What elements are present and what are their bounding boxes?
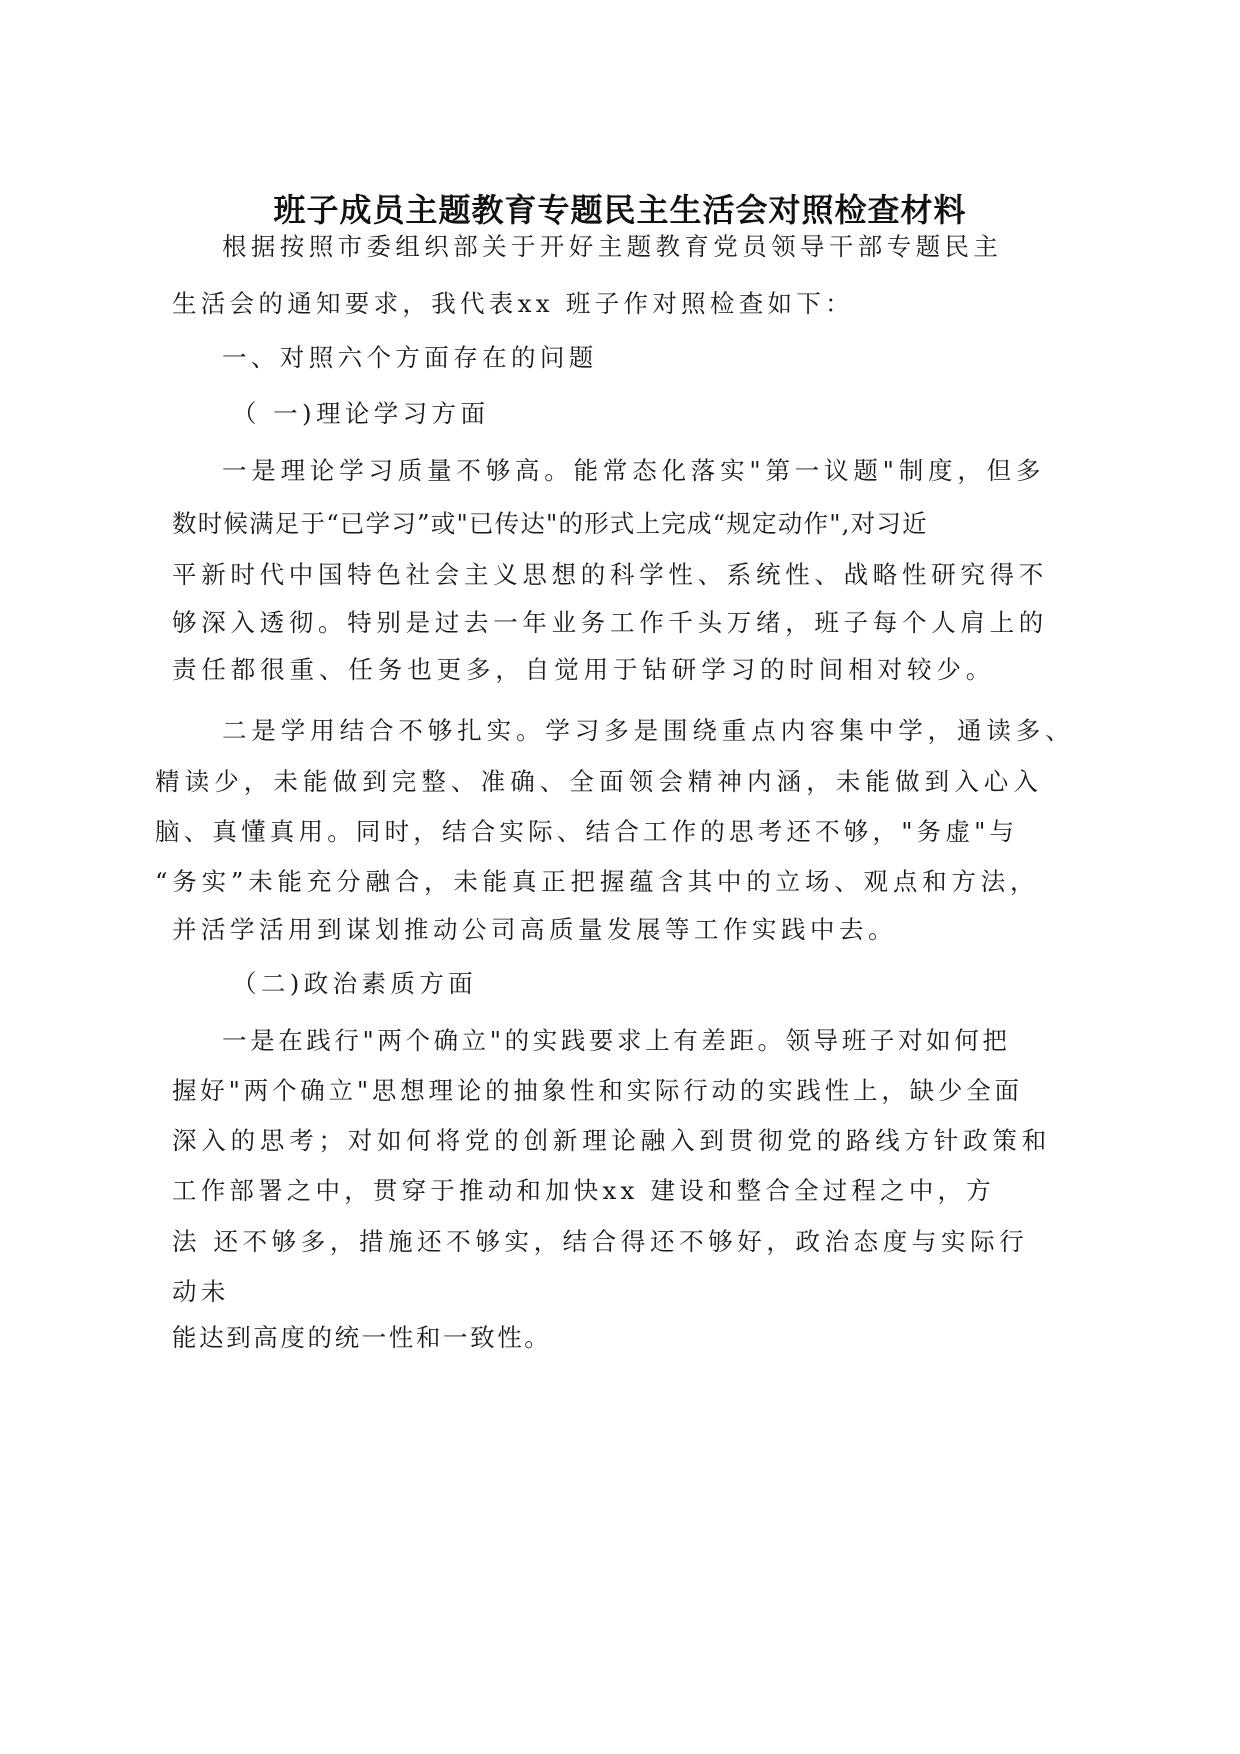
paragraph-line: 生活会的通知要求，我代表xx 班子作对照检查如下：: [172, 289, 854, 318]
paragraph-line: 二是学用结合不够扎实。学习多是围绕重点内容集中学，通读多、: [222, 716, 1075, 745]
paragraph-line: 工作部署之中，贯穿于推动和加快xx 建设和整合全过程之中，方: [172, 1176, 995, 1205]
subsection-heading: （ 一)理论学习方面: [232, 399, 490, 428]
paragraph-line: 够深入透彻。特别是过去一年业务工作千头万绪，班子每个人肩上的: [172, 608, 1048, 637]
paragraph-line: 一是在践行"两个确立"的实践要求上有差距。领导班子对如何把: [222, 1026, 1011, 1055]
subsection-heading: （二)政治素质方面: [232, 969, 478, 998]
paragraph-line: 根据按照市委组织部关于开好主题教育党员领导干部专题民主: [222, 232, 1003, 261]
paragraph-line: 数时候满足于“已学习”或"已传达"的形式上完成“规定动作",对习近: [172, 509, 928, 538]
paragraph-line: 并活学活用到谋划推动公司高质量发展等工作实践中去。: [172, 915, 897, 944]
paragraph-line: 平新时代中国特色社会主义思想的科学性、系统性、战略性研究得不: [172, 560, 1048, 589]
document-title: 班子成员主题教育专题民主生活会对照检查材料: [273, 191, 967, 229]
paragraph-line: 深入的思考；对如何将党的创新理论融入到贯彻党的路线方针政策和: [172, 1126, 1051, 1155]
paragraph-line: 脑、真懂真用。同时，结合实际、结合工作的思考还不够，"务虚"与: [155, 817, 1019, 846]
paragraph-line: 一是理论学习质量不够高。能常态化落实"第一议题"制度，但多: [222, 456, 1046, 485]
paragraph-line: 动未: [172, 1277, 230, 1306]
paragraph-line: “务实”未能充分融合，未能真正把握蕴含其中的立场、观点和方法，: [155, 867, 1040, 896]
paragraph-line: 握好"两个确立"思想理论的抽象性和实际行动的实践性上，缺少全面: [172, 1076, 1023, 1105]
paragraph-line: 能达到高度的统一性和一致性。: [172, 1323, 552, 1352]
paragraph-line: 法 还不够多，措施还不够实，结合得还不够好，政治态度与实际行: [172, 1227, 1029, 1256]
paragraph-line: 责任都很重、任务也更多，自觉用于钻研学习的时间相对较少。: [172, 655, 996, 684]
section-heading: 一、对照六个方面存在的问题: [222, 343, 598, 372]
paragraph-line: 精读少，未能做到完整、准确、全面领会精神内涵，未能做到入心入: [155, 767, 1043, 796]
